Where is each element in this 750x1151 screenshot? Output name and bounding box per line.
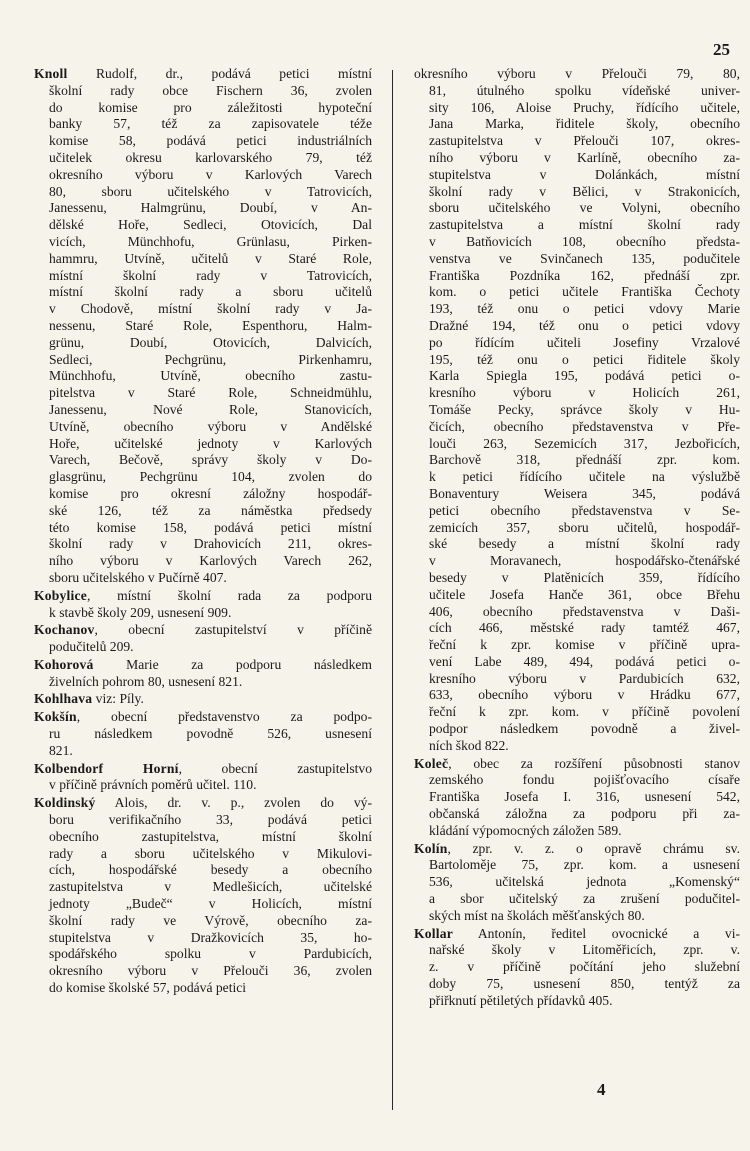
entry-line: zemicích 357, sboru učitelů, hospodář-: [429, 519, 740, 535]
entry-line: čicích, obecního představenstva v Pře-: [429, 418, 740, 434]
entry-headline: Kolbendorf Horní, obecní zastupitelstvo: [34, 760, 373, 776]
entry-line: řeční k zpr. komise v příčině upra-: [429, 637, 740, 653]
entry-head-word: Koleč: [414, 755, 449, 771]
entry-line: venstva ve Svinčanech 135, podučitele: [429, 250, 740, 266]
entry-headline: Knoll Rudolf, dr., podává petici místní: [34, 66, 372, 81]
entry-line: ské besedy a místní školní rady: [429, 536, 740, 552]
entry-line: nařské školy v Litoměřicích, zpr. v.: [429, 942, 740, 958]
entry-head-word: Kochanov: [34, 622, 95, 638]
entry-line: v Moravanech, hospodářsko-čtenářské: [429, 553, 740, 569]
entry-line: kom. o petici učitele Františka Čechoty: [429, 284, 740, 300]
left-column: [34, 66, 372, 998]
entry-line: Bonaventury Weisera 345, podává: [429, 485, 740, 501]
entry-head-word: Kobylice: [34, 587, 87, 603]
entry-line: Janessenu, Nové Role, Stanovicích,: [49, 401, 372, 417]
entry-line: školní rady ve Výrově, obecního za-: [49, 912, 372, 928]
entry-line: ního výboru v Karlíně, obecního za-: [429, 149, 740, 165]
entry-line: 81, útulného spolku vídeňské univer-: [429, 82, 740, 98]
entry-line: ru následkem povodně 526, usnesení: [49, 726, 372, 742]
entry-line: sboru učitelského v Pučírně 407.: [49, 569, 227, 585]
entry-headline: Kochanov, obecní zastupitelství v příčině: [34, 622, 372, 638]
entry-line: v příčině právních poměrů učitel. 110.: [49, 777, 257, 793]
entry-line: řeční k zpr. kom. v příčině povolení: [429, 704, 740, 720]
entry-line: louči 263, Sezemicích 317, Jezbořicích,: [429, 435, 740, 451]
entry-line: Františka Pozdníka 162, přednáší zpr.: [429, 267, 740, 283]
entry-line: Dražné 194, též onu o petici vdovy: [429, 317, 740, 333]
entry-line: Münchhofu, Utvíně, obecního zastu-: [49, 368, 372, 384]
index-entry: [34, 588, 372, 622]
entry-line: učitelek okresu karlovarského 79, též: [49, 149, 372, 165]
column-divider: [392, 70, 393, 1110]
entry-line: školní rady v Bělici, v Strakonicích,: [429, 183, 740, 199]
entry-line: Varech, Bečově, správy školy v Do-: [49, 452, 372, 468]
entry-line: podpor následkem povodně a živel-: [429, 721, 740, 737]
right-column: [414, 66, 740, 1011]
entry-line: okresního výboru v Karlových Varech: [49, 166, 372, 182]
entry-head-word: Koldinský: [34, 795, 96, 811]
entry-line: kresního výboru v Pardubicích 632,: [429, 670, 740, 686]
index-entry: [34, 761, 372, 795]
index-entry: [34, 622, 372, 656]
entry-line: vení Labe 489, 494, podává petici o-: [429, 653, 740, 669]
entry-line: Sedleci, Pechgrünu, Pirkenhamru,: [49, 351, 372, 367]
index-entry: [34, 709, 372, 759]
entry-line: Utvíně, obecního výboru v Andělské: [49, 418, 372, 434]
entry-line: ních škod 822.: [429, 737, 509, 753]
entry-line: Tomáše Pecky, správce školy v Hu-: [429, 401, 740, 417]
entry-line: jednoty „Budeč“ v Holicích, místní: [49, 896, 372, 912]
entry-headline: Kollar Antonín, ředitel ovocnické a vi-: [414, 925, 740, 941]
entry-line: po řídícím učiteli Josefiny Vrzalové: [429, 334, 740, 350]
entry-head-word: Knoll: [34, 66, 68, 81]
entry-line: 195, též onu o petici řiditele školy: [429, 351, 740, 367]
entry-line: banky 57, též za zapisovatele téže: [49, 116, 372, 132]
entry-line: živelních pohrom 80, usnesení 821.: [49, 673, 243, 689]
entry-line: k stavbě školy 209, usnesení 909.: [49, 604, 232, 620]
index-entry: [414, 841, 740, 925]
entry-line: okresního výboru v Přelouči 36, zvolen: [49, 963, 372, 979]
entry-line: v Batňovicích 108, obecního předsta-: [429, 233, 740, 249]
entry-line: ního výboru v Karlových Varech 262,: [49, 553, 372, 569]
entry-line: 406, obecního představenstva v Daši-: [429, 603, 740, 619]
entry-line: ské 126, též za náměstka předsedy: [49, 502, 372, 518]
index-entry: [34, 66, 372, 587]
entry-headline: Kolín, zpr. v. z. o opravě chrámu sv.: [414, 840, 740, 856]
entry-line: hammru, Utvíně, učitelů v Staré Role,: [49, 250, 372, 266]
entry-line: cích 466, městské rady tamtéž 467,: [429, 620, 740, 636]
entry-headline: Kohlhava viz: Píly.: [34, 691, 144, 707]
entry-line: v Chodově, místní školní rady v Ja-: [49, 301, 372, 317]
entry-line: sboru učitelského ve Volyni, obecního: [429, 200, 740, 216]
entry-line: nessenu, Staré Role, Espenthoru, Halm-: [49, 317, 372, 333]
entry-line: doby 75, usnesení 850, tentýž za: [429, 976, 740, 992]
entry-line: petici obecního představenstva v Se-: [429, 502, 740, 518]
entry-head-word: Kohlhava: [34, 691, 93, 707]
entry-line: pitelstva v Staré Role, Schneidmühlu,: [49, 385, 372, 401]
entry-line: obecního zastupitelstva, místní školní: [49, 828, 372, 844]
entry-line: ských míst na školách měšťanských 80.: [429, 907, 645, 923]
entry-line: kládání výpomocných záložen 589.: [429, 822, 622, 838]
index-entry: [414, 926, 740, 1010]
entry-line: vicích, Münchhofu, Grünlasu, Pirken-: [49, 233, 372, 249]
entry-line: do komise pro záležitosti hypoteční: [49, 99, 372, 115]
entry-head-word: Kolín: [414, 840, 448, 856]
entry-line: zemského fondu pojišťovacího císaře: [429, 772, 740, 788]
entry-line: dělské Hoře, Sedleci, Otovicích, Dal: [49, 217, 372, 233]
entry-head-word: Kokšín: [34, 709, 77, 725]
page-number: 25: [713, 40, 730, 59]
entry-line: zastupitelstva a místní školní rady: [429, 217, 740, 233]
entry-head-word: Kollar: [414, 925, 453, 941]
entry-line: Karla Spiegla 195, podává petici o-: [429, 368, 740, 384]
entry-head-word: Kohorová: [34, 656, 94, 672]
entry-line: grünu, Doubí, Otovicích, Dalvicích,: [49, 334, 372, 350]
entry-line: 80, sboru učitelského v Tatrovicích,: [49, 183, 372, 199]
entry-line: Janessenu, Halmgrünu, Doubí, v An-: [49, 200, 372, 216]
entry-line: občanská záložna za podporu při za-: [429, 806, 740, 822]
entry-headline: Kohorová Marie za podporu následkem: [34, 656, 372, 672]
entry-line: učitele Josefa Hanče 361, obce Břehu: [429, 586, 740, 602]
entry-line: Jana Marka, řiditele školy, obecního: [429, 116, 740, 132]
signature-mark: 4: [597, 1080, 606, 1099]
entry-line: stupitelstva v Dolánkách, místní: [429, 166, 740, 182]
entry-line: místní školní rady a sboru učitelů: [49, 284, 372, 300]
index-entry: [34, 691, 372, 708]
entry-line: této komise 158, podává petici místní: [49, 519, 372, 535]
entry-line: přiřknutí pětiletých přídavků 405.: [429, 992, 613, 1008]
entry-line: zastupitelstva v Přelouči 107, okres-: [429, 133, 740, 149]
entry-line: stupitelstva v Dražkovicích 35, ho-: [49, 929, 372, 945]
entry-line: místní školní rady v Tatrovicích,: [49, 267, 372, 283]
entry-line: komise pro okresní záložny hospodář-: [49, 485, 372, 501]
entry-line: do komise školské 57, podává petici: [49, 980, 247, 996]
entry-head-word: Kolbendorf Horní: [34, 760, 179, 776]
entry-line: a sbor učitelský za zrušení podučitel-: [429, 891, 740, 907]
entry-line: podučitelů 209.: [49, 639, 134, 655]
entry-line: 193, též onu o petici vdovy Marie: [429, 301, 740, 317]
entry-line: 821.: [49, 742, 73, 758]
entry-line: spodářského spolku v Pardubicích,: [49, 946, 372, 962]
index-entry: [34, 795, 372, 997]
entry-line: Františka Josefa I. 316, usnesení 542,: [429, 789, 740, 805]
entry-line: Barchově 318, přednáší zpr. kom.: [429, 452, 740, 468]
entry-line: k petici řídícího učitele na výslužbě: [429, 469, 740, 485]
entry-line: 536, učitelská jednota „Komenský“: [429, 874, 740, 890]
entry-line: besedy v Platěnicích 359, řídícího: [429, 569, 740, 585]
entry-headline: Koldinský Alois, dr. v. p., zvolen do vý-: [34, 795, 372, 811]
entry-line: rady a sboru učitelského v Mikulovi-: [49, 845, 372, 861]
entry-line: kresního výboru v Holicích 261,: [429, 385, 740, 401]
entry-line: zastupitelstva v Medlešicích, učitelské: [49, 879, 372, 895]
index-entry: [414, 756, 740, 840]
entry-line: okresního výboru v Přelouči 79, 80,: [414, 66, 740, 81]
entry-headline: Kobylice, místní školní rada za podporu: [34, 587, 372, 603]
entry-line: Bartoloměje 75, zpr. kom. a usnesení: [429, 857, 740, 873]
entry-line: Hoře, učitelské jednoty v Karlových: [49, 435, 372, 451]
entry-line: sity 106, Aloise Pruchy, řídícího učitele,: [429, 99, 740, 115]
entry-line: komise 58, podává petici industriálních: [49, 133, 372, 149]
entry-headline: Kokšín, obecní představenstvo za podpo-: [34, 709, 372, 725]
entry-line: boru verifikačního 33, podává petici: [49, 812, 372, 828]
index-entry: [414, 66, 740, 755]
entry-line: školní rady obce Fischern 36, zvolen: [49, 82, 372, 98]
entry-line: cích, hospodářské besedy a obecního: [49, 862, 372, 878]
entry-line: z. v příčině počítání jeho služební: [429, 959, 740, 975]
entry-line: glasgrünu, Pechgrünu 104, zvolen do: [49, 469, 372, 485]
entry-line: 633, obecního výboru v Hrádku 677,: [429, 687, 740, 703]
index-entry: [34, 657, 372, 691]
entry-line: školní rady v Drahovicích 211, okres-: [49, 536, 372, 552]
entry-headline: Koleč, obec za rozšíření působnosti stanov: [414, 755, 740, 771]
